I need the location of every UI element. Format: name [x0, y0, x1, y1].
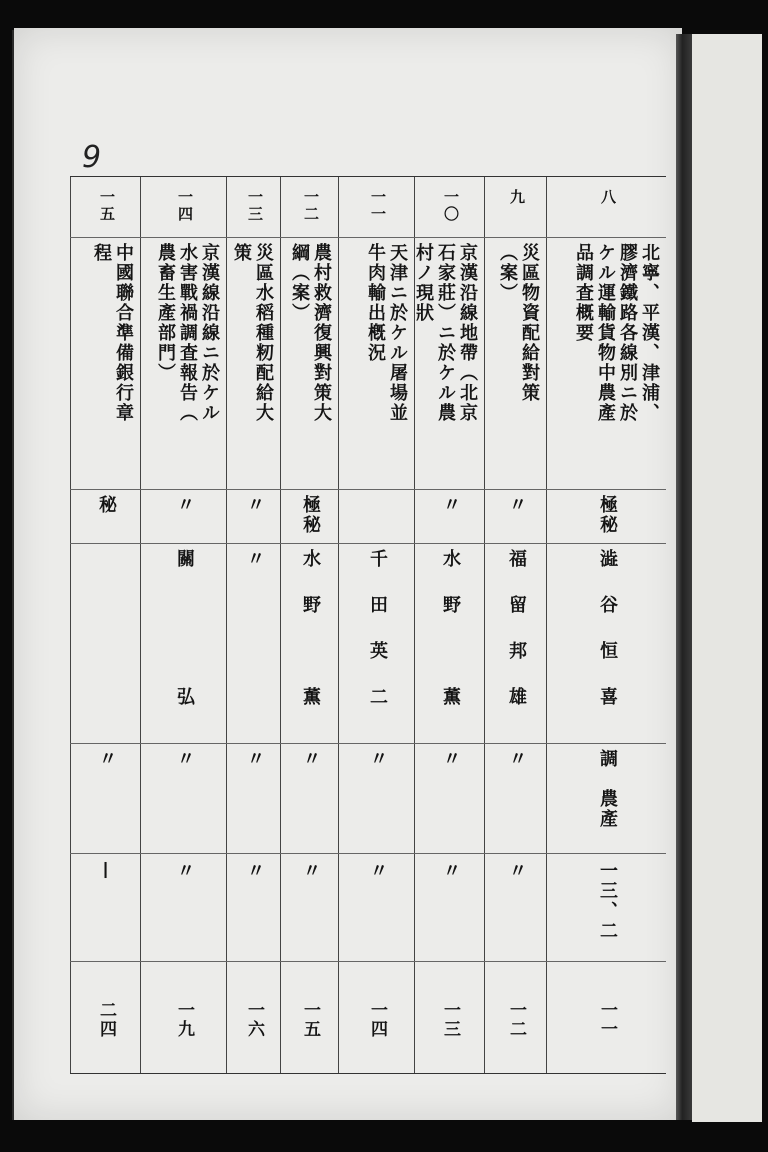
classification-mark: 極秘	[597, 495, 618, 535]
entry-number: 一二	[302, 189, 320, 223]
page-count: 一六	[244, 1001, 264, 1039]
table-column-divider	[226, 177, 227, 1073]
table-column-divider	[484, 177, 485, 1073]
table-row-divider	[70, 961, 666, 962]
entry-title-line: 水害戰禍調査報告（	[177, 243, 198, 423]
entry-title-line: 農村救濟復興對策大	[311, 243, 332, 423]
department: 〃	[367, 749, 388, 769]
department: 〃	[440, 749, 461, 769]
issue-date: 〃	[244, 861, 265, 881]
entry-title-line: 京漢沿線地帶（北京	[457, 243, 478, 423]
entry-title-line: 村ノ現狀	[413, 243, 434, 323]
classification-mark: 極秘	[300, 495, 321, 535]
entry-title-line: 京漢線沿線ニ於ケル	[199, 243, 220, 423]
issue-date: 〃	[300, 861, 321, 881]
department: 〃	[300, 749, 321, 769]
page-count: 一五	[300, 1001, 320, 1039]
author-name: 福留邦雄	[506, 549, 527, 733]
page-count: 一三	[440, 1001, 460, 1039]
entry-title-line: （案）	[497, 243, 518, 303]
table-column-divider	[70, 177, 71, 1073]
entry-number: 八	[599, 189, 617, 206]
page-count: 一二	[506, 1001, 526, 1039]
entry-number: 一四	[176, 189, 194, 223]
table-row-divider	[70, 543, 666, 544]
book-spine	[676, 34, 692, 1120]
entry-number: 九	[508, 189, 526, 206]
page-count: 一九	[174, 1001, 194, 1039]
table-row-divider	[70, 489, 666, 490]
entry-title-line: 程	[91, 243, 112, 263]
entry-title-line: 中國聯合準備銀行章	[113, 243, 134, 423]
entry-title-line: 災區物資配給對策	[519, 243, 540, 403]
author-name: 〃	[244, 549, 265, 595]
entry-title-line: 北寧、平漢、津浦、	[639, 243, 660, 423]
department: 調 農產	[597, 749, 618, 829]
entry-title-line: ケル運輸貨物中農產	[595, 243, 616, 423]
adjacent-page	[692, 34, 762, 1122]
table-column-divider	[280, 177, 281, 1073]
classification-mark: 〃	[440, 495, 461, 515]
entry-number: 一一	[369, 189, 387, 223]
entry-title-line: 綱（案）	[289, 243, 310, 323]
entry-title-line: 農畜生產部門）	[155, 243, 176, 383]
author-name: 水野 薫	[440, 549, 461, 733]
entry-title-line: 災區水稻種籾配給大	[253, 243, 274, 423]
table-column-divider	[546, 177, 547, 1073]
department: 〃	[506, 749, 527, 769]
page-number: 9	[82, 140, 102, 175]
table-row-divider	[70, 853, 666, 854]
classification-mark: 〃	[506, 495, 527, 515]
entry-title-line: 石家莊）ニ於ケル農	[435, 243, 456, 423]
table-column-divider	[140, 177, 141, 1073]
classification-mark: 〃	[244, 495, 265, 515]
page-count: 二四	[96, 1001, 116, 1039]
table-row-divider	[70, 237, 666, 238]
author-name: 水野 薫	[300, 549, 321, 733]
entry-title-line: 天津ニ於ケル屠場並	[387, 243, 408, 423]
classification-mark: 秘	[96, 495, 117, 515]
classification-mark: 〃	[174, 495, 195, 515]
entry-number: 一五	[98, 189, 116, 223]
author-name: 澁谷恒喜	[597, 549, 618, 733]
entry-title-line: 膠濟鐵路各線別ニ於	[617, 243, 638, 423]
table-column-divider	[338, 177, 339, 1073]
department: 〃	[96, 749, 117, 769]
author-name: 關 弘	[174, 549, 195, 733]
issue-date: 〃	[174, 861, 195, 881]
page-count: 一四	[367, 1001, 387, 1039]
entry-title-line: 品調査概要	[573, 243, 594, 343]
table-row-divider	[70, 743, 666, 744]
entry-number: 一〇	[442, 189, 460, 223]
department: 〃	[244, 749, 265, 769]
entry-title-line: 策	[231, 243, 252, 263]
entry-title-line: 牛肉輸出槪況	[365, 243, 386, 363]
entry-number: 一三	[246, 189, 264, 223]
issue-date: —	[96, 861, 117, 881]
issue-date: 〃	[440, 861, 461, 881]
issue-date: 一三、二	[597, 861, 618, 941]
issue-date: 〃	[506, 861, 527, 881]
department: 〃	[174, 749, 195, 769]
issue-date: 〃	[367, 861, 388, 881]
document-table	[70, 176, 666, 1074]
author-name: 千田英二	[367, 549, 388, 733]
page-count: 一一	[597, 1001, 617, 1039]
